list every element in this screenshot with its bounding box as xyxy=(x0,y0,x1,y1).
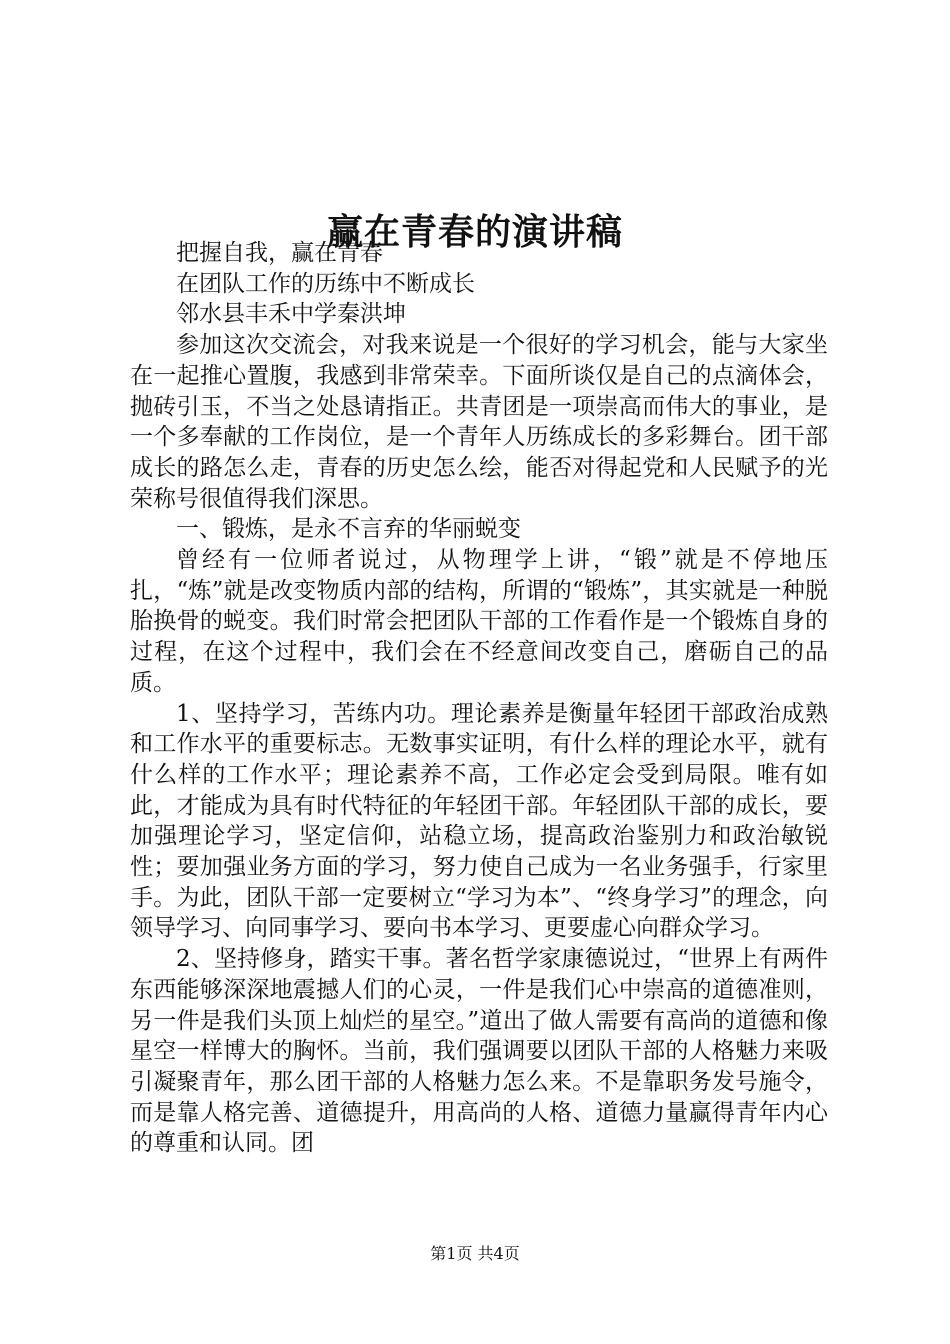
subtitle-line: 在团队工作的历练中不断成长 xyxy=(176,270,475,297)
subtitle-line: 把握自我，赢在青春 xyxy=(176,240,383,266)
body-paragraph: 2、坚持修身，踏实干事。著名哲学家康德说过，“世界上有两件东西能够深深地震撼人们的心灵，一件是我们心中崇高的道德准则，另一件是我们头顶上灿烂的星空。”道出了做人需要有高尚的道德和像星空一样博大的胸怀。当前，我们强调要以团队干部的人格魅力来吸引凝聚青年，那么团干部的人格魅力怎么来。不是靠职务发号施令，而是靠人格完善、道德提升，用高尚的人格、道德力量赢得青年内心的尊重和认同。团 xyxy=(130,946,828,1157)
page-footer: 第1页 共4页 xyxy=(430,1244,520,1263)
author-line: 邻水县丰禾中学秦洪坤 xyxy=(176,301,406,328)
body-paragraph: 曾经有一位师者说过，从物理学上讲，“锻”就是不停地压扎，“炼”就是改变物质内部的结构，所谓的“锻炼”，其实就是一种脱胎换骨的蜕变。我们时常会把团队干部的工作看作是一个锻炼自身的过程，在这个过程中，我们会在不经意间改变自己，磨砺自己的品质。 xyxy=(130,547,828,696)
section-heading: 一、锻炼，是永不言弃的华丽蜕变 xyxy=(176,516,521,543)
body-paragraph: 1、坚持学习，苦练内功。理论素养是衡量年轻团干部政治成熟和工作水平的重要标志。无数事实证明，有什么样的理论水平，就有什么样的工作水平；理论素养不高，工作必定会受到局限。唯有如此，才能成为具有时代特征的年轻团干部。年轻团队干部的成长，要加强理论学习，坚定信仰，站稳立场，提高政治鉴别力和政治敏锐性；要加强业务方面的学习，努力使自己成为一名业务强手，行家里手。为此，团队干部一定要树立“学习为本”、“终身学习”的理念，向领导学习、向同事学习、要向书本学习、更要虚心向群众学习。 xyxy=(130,700,828,942)
body-paragraph: 参加这次交流会，对我来说是一个很好的学习机会，能与大家坐在一起推心置腹，我感到非常荣幸。下面所谈仅是自己的点滴体会，抛砖引玉，不当之处恳请指正。共青团是一项崇高而伟大的事业，是一个多奉献的工作岗位，是一个青年人历练成长的多彩舞台。团干部成长的路怎么走，青春的历史怎么绘，能否对得起党和人民赋予的光荣称号很值得我们深思。 xyxy=(130,332,828,512)
document-body xyxy=(130,238,828,1159)
page-title: 赢在青春的演讲稿 xyxy=(326,211,623,254)
